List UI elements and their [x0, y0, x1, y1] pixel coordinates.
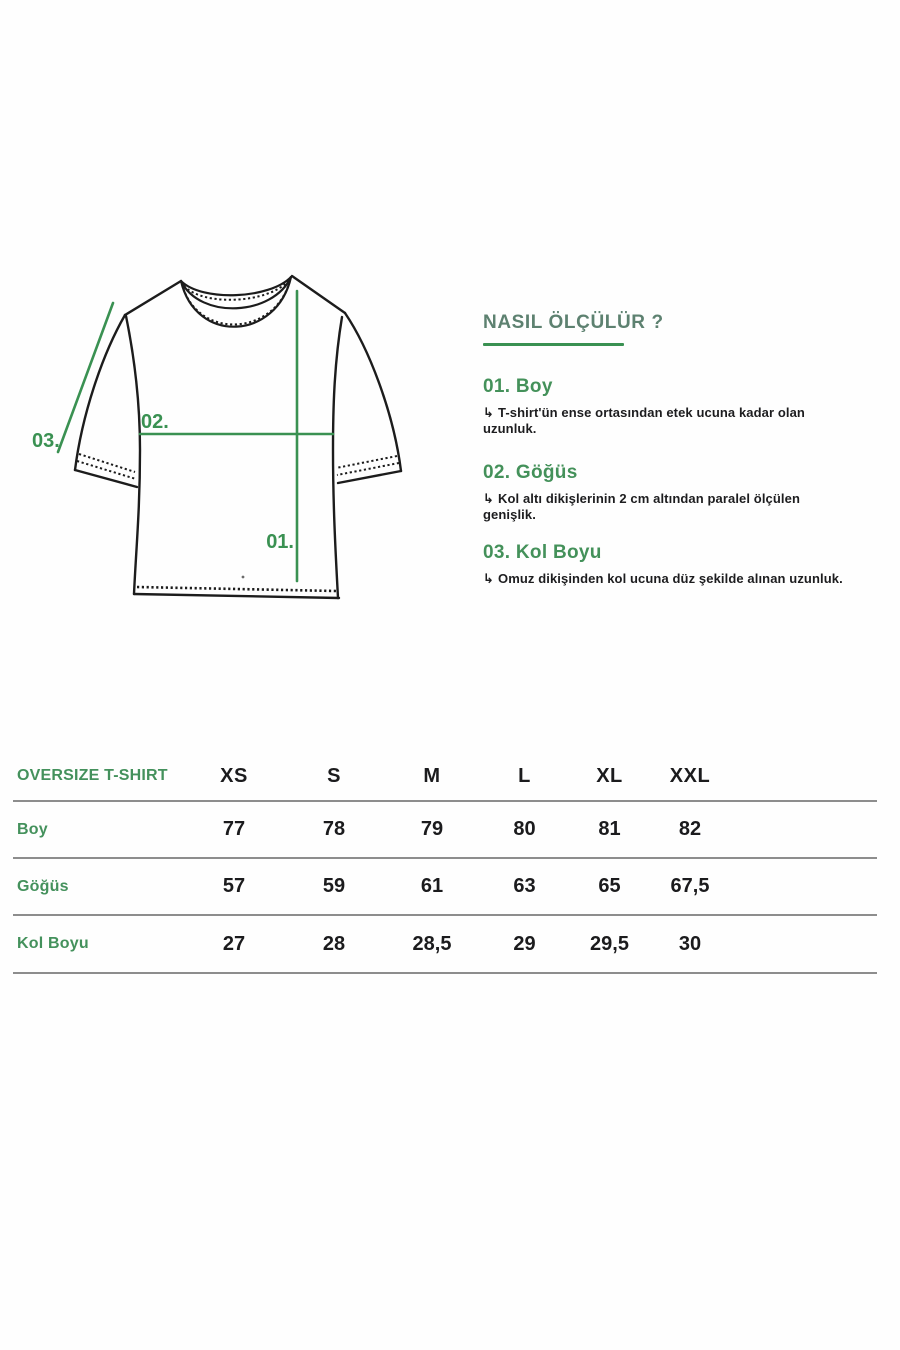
- tshirt-outline: [75, 276, 401, 598]
- collar-band-bottom: [181, 277, 291, 327]
- row-label: Kol Boyu: [17, 935, 89, 952]
- measure-item-description: [483, 571, 855, 587]
- size-value: 29,5: [590, 932, 629, 955]
- right-shoulder-seam: [292, 276, 345, 313]
- measure-item-heading: 01. Boy: [483, 376, 553, 397]
- size-value: 29: [513, 932, 536, 955]
- size-column-header-xl: XL: [596, 764, 623, 787]
- size-column-header-m: M: [423, 764, 441, 787]
- size-value: 79: [420, 818, 444, 840]
- left-sleeve-cuff: [75, 470, 137, 487]
- measure-item-description: [483, 491, 855, 523]
- size-value: 28: [322, 932, 346, 955]
- title-underline-rule: [483, 343, 624, 346]
- body-left-edge: [126, 316, 140, 594]
- size-column-header-xxl: XXL: [669, 764, 711, 787]
- size-table: [13, 752, 877, 974]
- table-row-length: [13, 802, 877, 859]
- size-column-header-s: S: [327, 764, 341, 787]
- measure-guide: [483, 312, 855, 587]
- table-row-sleeve: [13, 916, 877, 974]
- size-table-header-row: [13, 752, 877, 802]
- row-label: Göğüs: [17, 877, 69, 895]
- hem-stitch: [137, 587, 336, 591]
- size-value: 78: [322, 818, 346, 840]
- return-arrow-icon: ↳: [483, 571, 494, 586]
- hem-mark-dot: [242, 576, 245, 579]
- size-value: 77: [222, 818, 246, 840]
- size-value: 61: [420, 875, 444, 897]
- left-cuff-stitch-2: [79, 454, 135, 472]
- size-value: 67,5: [670, 875, 710, 897]
- size-value: 63: [513, 875, 536, 897]
- return-arrow-icon: ↳: [483, 491, 494, 506]
- right-cuff-stitch-2: [336, 456, 397, 468]
- size-column-header-xs: XS: [220, 764, 248, 787]
- product-label: OVERSIZE T-SHIRT: [17, 767, 168, 784]
- right-sleeve-outer-edge: [345, 313, 401, 471]
- measure-guide-title: NASIL ÖLÇÜLÜR ?: [483, 312, 664, 333]
- measure-label-03: 03.: [32, 430, 60, 452]
- measurement-labels: [32, 411, 294, 553]
- measure-item-chest: [483, 462, 855, 523]
- measure-label-01: 01.: [266, 531, 294, 553]
- body-right-edge: [333, 317, 342, 598]
- measure-item-length: [483, 376, 855, 437]
- collar-front-fold: [181, 277, 291, 308]
- measure-item-description-text: Kol altı dikişlerinin 2 cm altından paralel ölçülen genişlik.: [483, 491, 801, 522]
- left-shoulder-seam: [125, 281, 181, 315]
- size-value: 80: [513, 818, 536, 840]
- bottom-hem: [134, 594, 339, 598]
- measure-item-heading: 02. Göğüs: [483, 462, 578, 483]
- size-value: 65: [598, 875, 621, 897]
- measure-label-02: 02.: [141, 411, 169, 433]
- return-arrow-icon: ↳: [483, 405, 494, 420]
- size-value: 82: [678, 818, 702, 840]
- size-value: 27: [222, 932, 246, 955]
- collar-back-edge: [181, 277, 291, 295]
- size-value: 28,5: [412, 932, 452, 955]
- measure-item-description-text: T-shirt'ün ense ortasından etek ucuna kadar olan uzunluk.: [483, 405, 805, 436]
- row-label: Boy: [17, 820, 48, 838]
- tshirt-diagram: [30, 250, 450, 630]
- measure-item-heading: 03. Kol Boyu: [483, 542, 602, 563]
- size-column-header-l: L: [518, 764, 531, 787]
- size-value: 30: [678, 932, 702, 955]
- right-sleeve-cuff: [338, 471, 401, 483]
- measure-item-description-text: Omuz dikişinden kol ucuna düz şekilde alınan uzunluk.: [498, 571, 843, 586]
- measure-item-sleeve: [483, 542, 855, 587]
- size-value: 57: [222, 875, 246, 897]
- measure-item-description: [483, 405, 855, 437]
- table-row-chest: [13, 859, 877, 916]
- sleeve-measure-line-03: [58, 303, 113, 452]
- size-value: 59: [322, 875, 346, 897]
- size-value: 81: [598, 818, 621, 840]
